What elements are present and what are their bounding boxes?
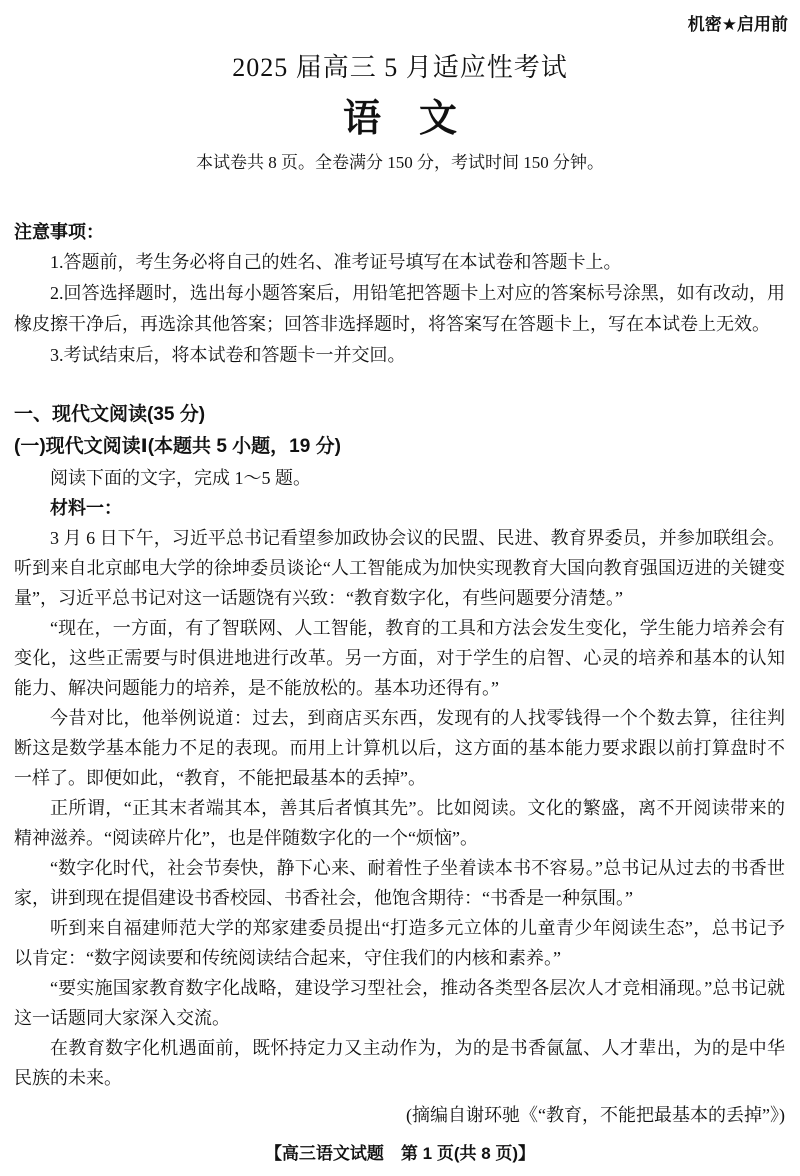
material-paragraph-8: 在教育数字化机遇面前，既怀持定力又主动作为，为的是书香氤氲、人才辈出，为的是中华民族的未来。: [14, 1038, 785, 1088]
material-paragraph-4: 正所谓，“正其末者端其本，善其后者慎其先”。比如阅读。文化的繁盛，离不开阅读带来的精神滋养。“阅读碎片化”，也是伴随数字化的一个“烦恼”。: [14, 798, 785, 848]
source-attribution: (摘编自谢环驰《“教育，不能把最基本的丢掉”》): [406, 1105, 785, 1125]
material-paragraph-5: “数字化时代，社会节奏快，静下心来、耐着性子坐着读本书不容易。”总书记从过去的书香世家，讲到现在提倡建设书香校园、书香社会，他饱含期待：“书香是一种氛围。”: [14, 858, 785, 908]
notice-heading: 注意事项：: [14, 222, 104, 242]
material-paragraph-6: 听到来自福建师范大学的郑家建委员提出“打造多元立体的儿童青少年阅读生态”，总书记予以肯定：“数字阅读要和传统阅读结合起来，守住我们的内核和素养。”: [14, 918, 785, 968]
material-paragraph-7: “要实施国家教育数字化战略，建设学习型社会，推动各类型各层次人才竞相涌现。”总书记就这一话题同大家深入交流。: [14, 978, 785, 1028]
section-subheading-reading-1: (一)现代文阅读Ⅰ(本题共 5 小题，19 分): [14, 436, 341, 457]
classification-label: 机密★启用前: [687, 15, 788, 34]
exam-title: 2025 届高三 5 月适应性考试: [232, 53, 568, 82]
subject-title: 语 文: [342, 98, 457, 140]
material-paragraph-1: 3 月 6 日下午，习近平总书记看望参加政协会议的民盟、民进、教育界委员，并参加联组会。听到来自北京邮电大学的徐坤委员谈论“人工智能成为加快实现教育大国向教育强国迈进的关键变量”，习近平总书记对这一话题饶有兴致：“教育数字化，有些问题要分清楚。”: [14, 528, 785, 608]
reading-instruction: 阅读下面的文字，完成 1～5 题。: [50, 468, 311, 488]
notice-item-1: 1.答题前，考生务必将自己的姓名、准考证号填写在本试卷和答题卡上。: [50, 252, 622, 272]
material-paragraph-3: 今昔对比，他举例说道：过去，到商店买东西，发现有的人找零钱得一个个数去算，往往判断这是数学基本能力不足的表现。而用上计算机以后，这方面的基本能力要求跟以前打算盘时不一样了。即便如此，“教育，不能把最基本的丢掉”。: [14, 708, 785, 788]
section-heading-modern-reading: 一、现代文阅读(35 分): [14, 404, 206, 425]
material-one-label: 材料一：: [50, 498, 122, 518]
notice-item-3: 3.考试结束后，将本试卷和答题卡一并交回。: [50, 345, 406, 365]
notice-item-2: 2.回答选择题时，选出每小题答案后，用铅笔把答题卡上对应的答案标号涂黑，如有改动，用橡皮擦干净后，再选涂其他答案；回答非选择题时，将答案写在答题卡上，写在本试卷上无效。: [14, 283, 785, 334]
page-content: [0, 217, 800, 1129]
exam-info-line: 本试卷共 8 页。全卷满分 150 分，考试时间 150 分钟。: [196, 153, 604, 172]
material-paragraph-2: “现在，一方面，有了智联网、人工智能，教育的工具和方法会发生变化，学生能力培养会有变化，这些正需要与时俱进地进行改革。另一方面，对于学生的启智、心灵的培养和基本的认知能力、解决问题能力的培养，是不能放松的。基本功还得有。”: [14, 618, 785, 698]
page-footer: 【高三语文试题 第 1 页(共 8 页)】: [264, 1144, 536, 1163]
